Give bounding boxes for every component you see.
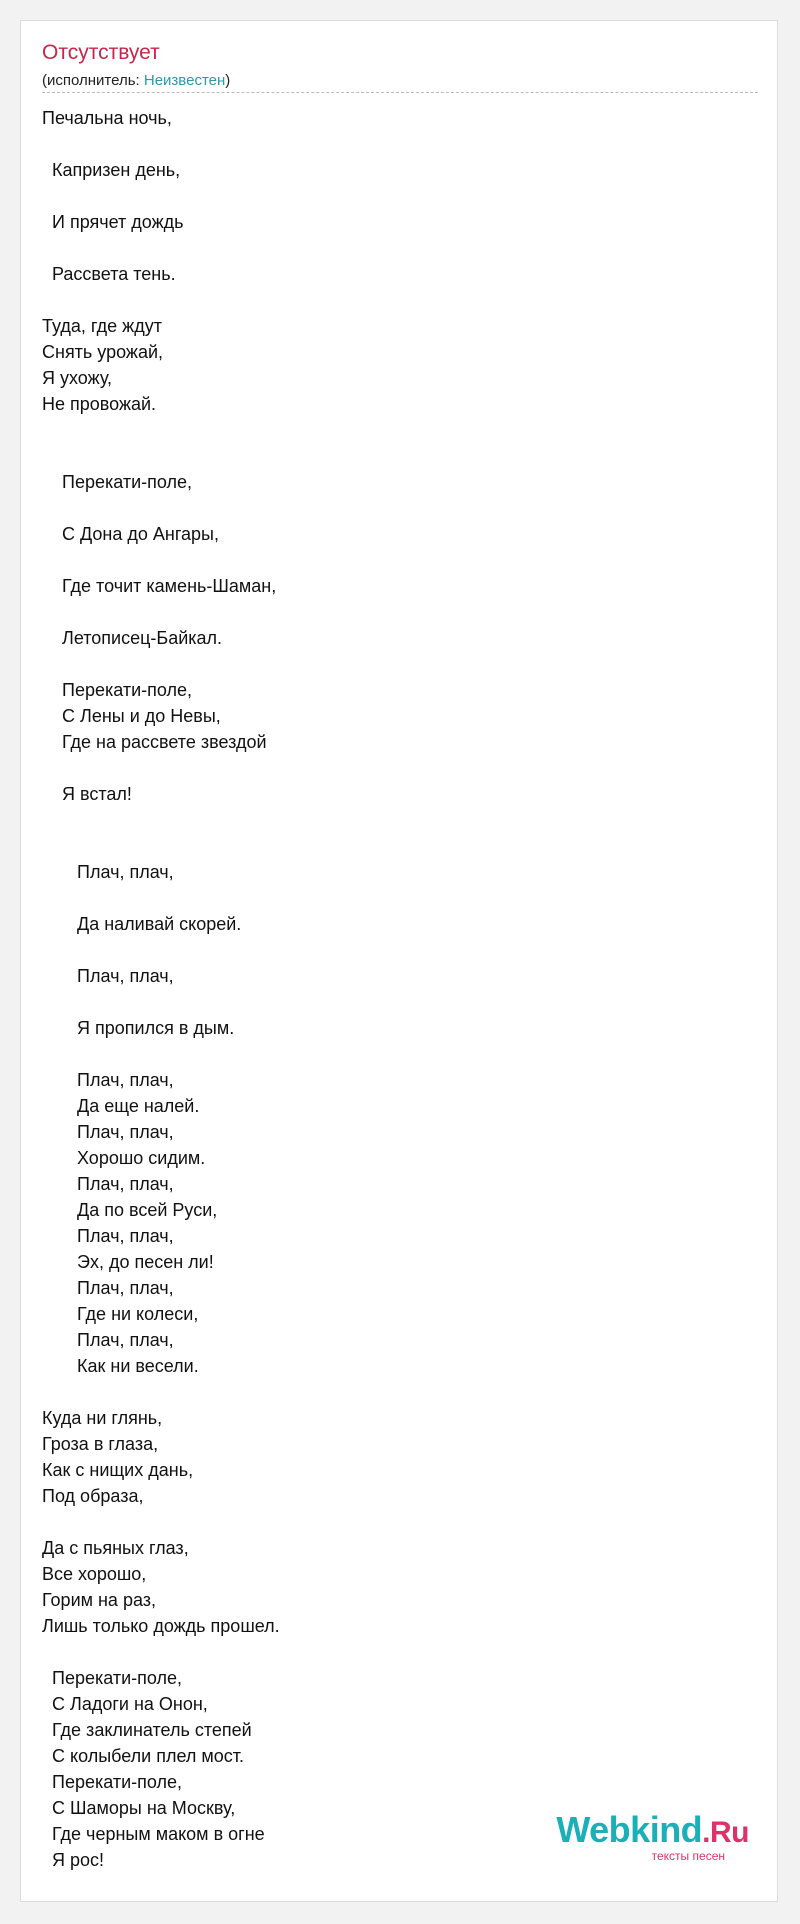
- lyrics-card: [20, 20, 778, 1902]
- artist-link[interactable]: Неизвестен: [143, 72, 226, 89]
- logo-tld: .Ru: [702, 1816, 749, 1849]
- artist-suffix: ): [225, 72, 231, 89]
- artist-prefix: (исполнитель:: [42, 72, 144, 89]
- lyrics-text: Печальна ночь, Капризен день, И прячет дождь Рассвета тень. Туда, где ждут Снять урожай, Я ухожу, Не провожай. Перекати-поле, С Дона до Ангары, Где точит камень-Шаман, Летописец-Байкал. Перекати-поле, С Лены и до Невы, Где на рассвете звездой Я встал! Плач, плач, Да наливай скорей. Плач, плач, Я пропился в дым. Плач, плач, Да еще налей. Плач, плач, Хорошо сидим. Плач, плач, Да по всей Руси, Плач, плач, Эх, до песен ли! Плач, плач, Где ни колеси, Плач, плач, Как ни весели. Куда ни глянь, Гроза в глаза, Как с нищих дань, Под образа, Да с пьяных глаз, Все хорошо, Горим на раз, Лишь только дождь прошел. Перекати-поле, С Ладоги на Онон, Где заклинатель степей С колыбели плел мост. Перекати-поле, С Шаморы на Москву, Где черным маком в огне Я рос!: [42, 108, 280, 1870]
- webkind-logo[interactable]: [556, 1809, 749, 1863]
- song-title: Отсутствует: [42, 41, 160, 64]
- artist-line: [42, 72, 230, 89]
- title-divider: [42, 92, 758, 93]
- logo-tagline: тексты песен: [651, 1849, 725, 1863]
- logo-name: Webkind: [556, 1809, 703, 1850]
- logo-wordmark: [556, 1809, 749, 1851]
